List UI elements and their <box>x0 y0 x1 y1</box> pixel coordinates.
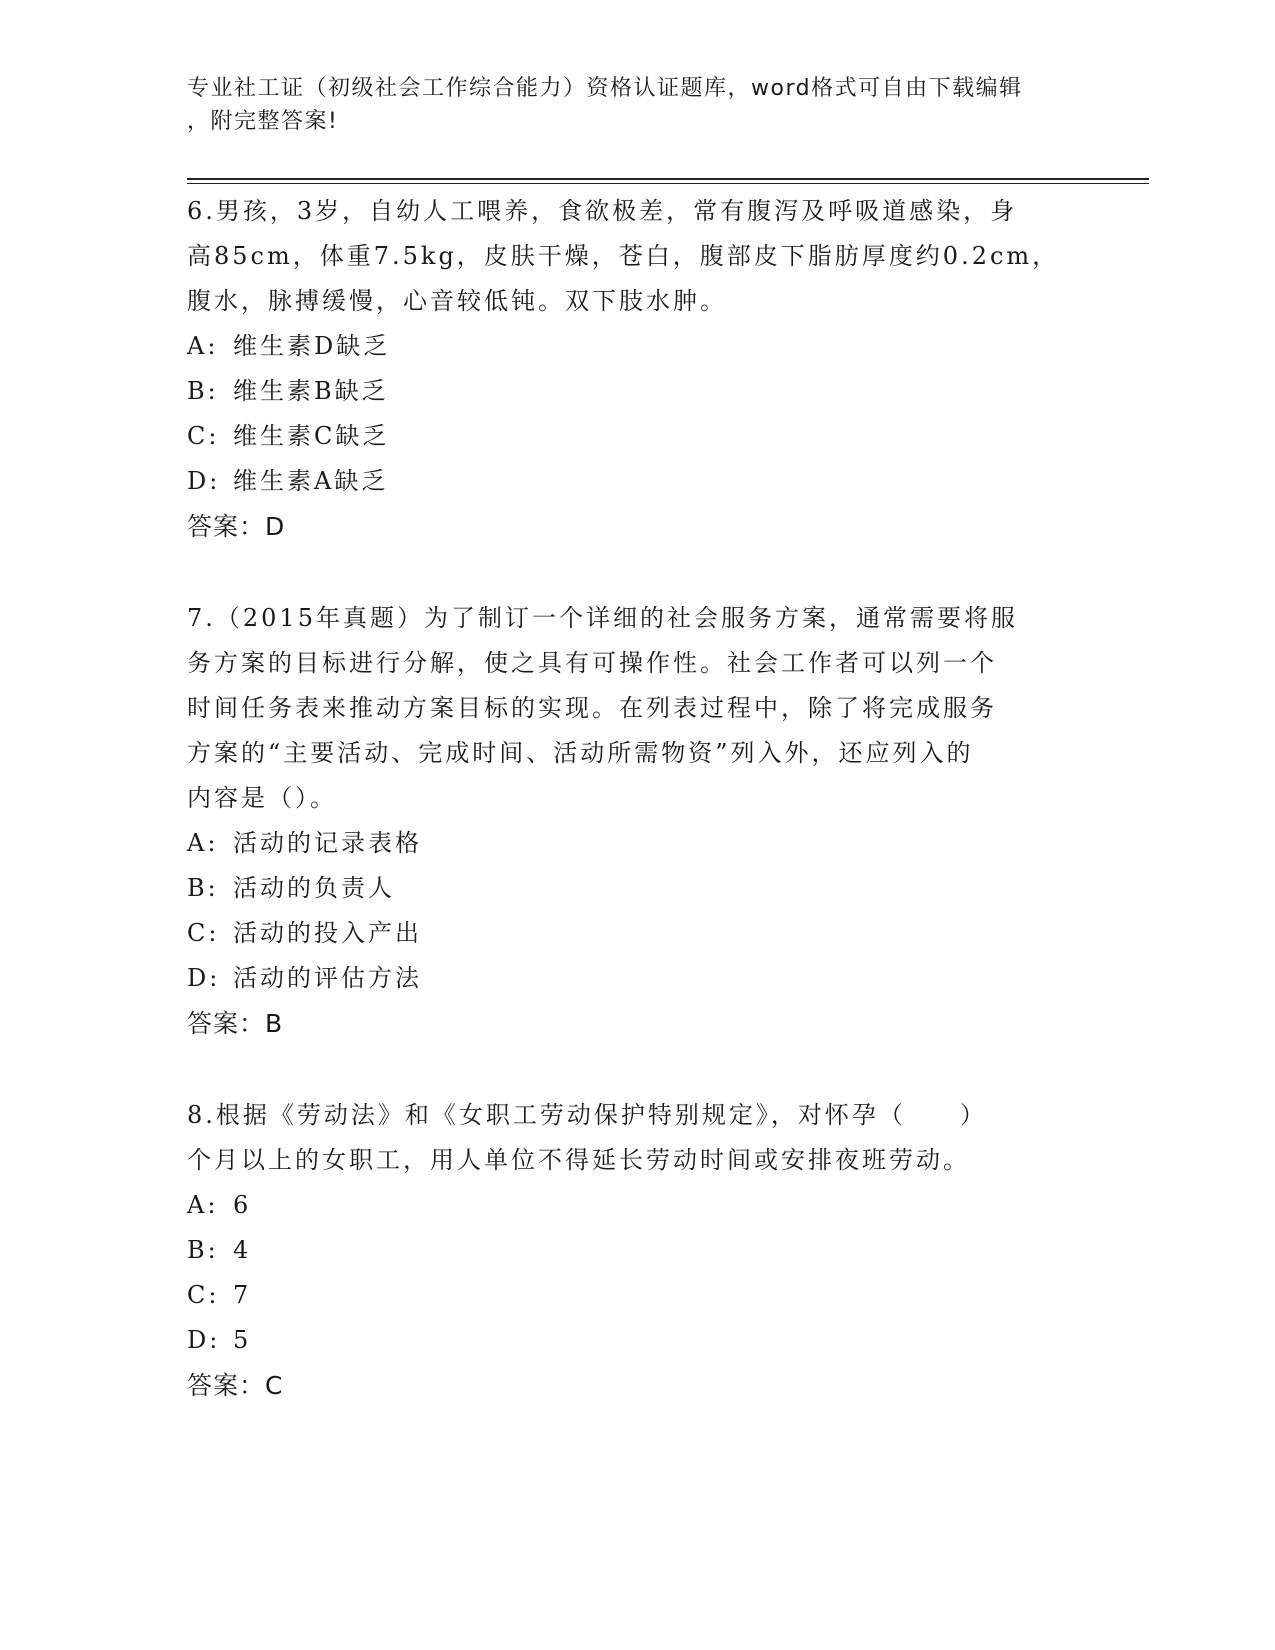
option-a <box>187 821 1087 866</box>
option-key: A: <box>187 1191 219 1219</box>
option-key: C: <box>187 422 220 450</box>
option-text: 维生素A缺乏 <box>233 467 389 495</box>
question-stem-line: 腹水，脉搏缓慢，心音较低钝。双下肢水肿。 <box>187 287 727 315</box>
option-key: D: <box>187 1326 221 1354</box>
option-key: D: <box>187 964 221 992</box>
option-text: 活动的投入产出 <box>233 919 422 947</box>
answer-line: 答案：C <box>187 1371 284 1400</box>
header-divider-thick <box>187 178 1149 180</box>
option-text: 5 <box>233 1326 252 1354</box>
question-stem-line: 7.（2015年真题）为了制订一个详细的社会服务方案，通常需要将服 <box>187 604 1018 632</box>
document-header <box>187 72 1087 138</box>
option-text: 维生素B缺乏 <box>233 377 389 405</box>
option-b <box>187 866 1087 911</box>
option-key: A: <box>187 332 219 360</box>
answer-line: 答案：D <box>187 512 286 541</box>
option-text: 4 <box>233 1236 252 1264</box>
option-text: 活动的负责人 <box>233 874 395 902</box>
header-divider-thin <box>187 183 1149 184</box>
question-8 <box>187 1093 1087 1409</box>
header-line-1: 专业社工证（初级社会工作综合能力）资格认证题库，word格式可自由下载编辑 <box>187 76 1023 101</box>
option-key: B: <box>187 874 219 902</box>
question-7 <box>187 596 1087 1047</box>
option-key: C: <box>187 919 220 947</box>
option-text: 活动的评估方法 <box>233 964 422 992</box>
option-d <box>187 956 1087 1001</box>
option-key: D: <box>187 467 221 495</box>
question-6 <box>187 189 1087 550</box>
option-a <box>187 324 1087 369</box>
question-stem-line: 内容是（）。 <box>187 784 337 812</box>
question-stem-line: 务方案的目标进行分解，使之具有可操作性。社会工作者可以列一个 <box>187 649 997 677</box>
option-key: B: <box>187 377 219 405</box>
question-stem-line: 8.根据《劳动法》和《女职工劳动保护特别规定》，对怀孕（ ） <box>187 1101 987 1129</box>
option-text: 维生素D缺乏 <box>233 332 391 360</box>
answer-line: 答案：B <box>187 1009 284 1038</box>
option-c <box>187 414 1087 459</box>
option-text: 6 <box>233 1191 252 1219</box>
question-stem-line: 方案的“主要活动、完成时间、活动所需物资”列入外，还应列入的 <box>187 739 974 767</box>
option-key: C: <box>187 1281 220 1309</box>
header-line-2: ，附完整答案! <box>187 109 339 134</box>
option-b <box>187 369 1087 414</box>
option-c <box>187 1273 1087 1318</box>
option-a <box>187 1183 1087 1228</box>
question-stem-line: 个月以上的女职工，用人单位不得延长劳动时间或安排夜班劳动。 <box>187 1146 970 1174</box>
option-text: 维生素C缺乏 <box>233 422 390 450</box>
option-key: B: <box>187 1236 219 1264</box>
question-stem-line: 6.男孩，3岁，自幼人工喂养，食欲极差，常有腹泻及呼吸道感染，身 <box>187 197 1018 225</box>
question-stem-line: 时间任务表来推动方案目标的实现。在列表过程中，除了将完成服务 <box>187 694 997 722</box>
option-b <box>187 1228 1087 1273</box>
option-key: A: <box>187 829 219 857</box>
option-d <box>187 1318 1087 1363</box>
option-d <box>187 459 1087 504</box>
option-text: 活动的记录表格 <box>233 829 422 857</box>
question-stem-line: 高85cm，体重7.5kg，皮肤干燥，苍白，腹部皮下脂肪厚度约0.2cm， <box>187 242 1060 270</box>
option-c <box>187 911 1087 956</box>
option-text: 7 <box>233 1281 252 1309</box>
